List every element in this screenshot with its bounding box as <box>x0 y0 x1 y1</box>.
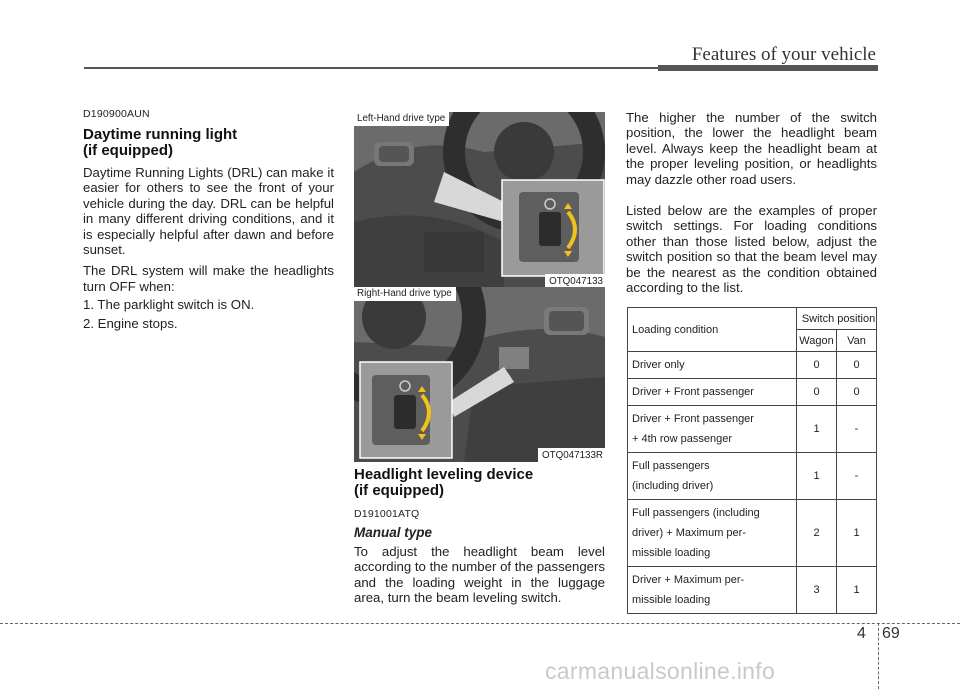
table-cell-wagon: 1 <box>797 406 837 453</box>
table-cell-line: Full passengers <box>632 460 710 472</box>
header-rule-accent <box>658 65 878 71</box>
table-row <box>628 406 877 453</box>
drl-heading-line1: Daytime running light <box>83 126 238 143</box>
table-header-switch-position: Switch position <box>797 308 877 330</box>
table-header-row <box>628 308 877 330</box>
leveling-section-code: D191001ATQ <box>354 508 420 520</box>
table-cell-van: 1 <box>837 500 877 567</box>
leveling-continued <box>626 110 877 295</box>
table-cell-line: Full passengers (including <box>632 507 760 519</box>
leveling-paragraph-3: Listed below are the examples of proper switch settings. For loading conditions other than those listed below, adjust the switch position so that the beam level may be the nearest as the condition obtained according to the list. <box>626 203 877 296</box>
footer-rule <box>0 623 960 624</box>
table-cell-van: 0 <box>837 379 877 406</box>
table-cell-van: - <box>837 406 877 453</box>
drl-list-item-1: 1. The parklight switch is ON. <box>83 297 255 313</box>
table-cell-line: missible loading <box>632 594 711 606</box>
table-header-van: Van <box>837 330 877 352</box>
table-cell-condition: Driver + Front passenger <box>628 379 797 406</box>
table-cell-line: missible loading <box>632 547 711 559</box>
table-row <box>628 500 877 567</box>
table-cell-condition <box>628 567 797 614</box>
table-row <box>628 567 877 614</box>
table-row <box>628 352 877 379</box>
lhd-image-label: Left-Hand drive type <box>354 112 449 126</box>
leveling-heading-line1: Headlight leveling device <box>354 466 534 483</box>
leveling-subheading: Manual type <box>354 525 433 540</box>
table-cell-van: 1 <box>837 567 877 614</box>
drl-heading-line2: (if equipped) <box>83 142 173 159</box>
table-cell-wagon: 2 <box>797 500 837 567</box>
table-cell-line: + 4th row passenger <box>632 433 732 445</box>
rhd-image-code: OTQ047133R <box>538 448 605 462</box>
table-row <box>628 453 877 500</box>
table-cell-condition <box>628 453 797 500</box>
table-cell-condition <box>628 406 797 453</box>
table-cell-line: Driver + Maximum per- <box>632 574 745 586</box>
table-cell-condition: Driver only <box>628 352 797 379</box>
drl-section <box>83 108 334 331</box>
table-cell-wagon: 0 <box>797 379 837 406</box>
table-header-condition: Loading condition <box>628 308 797 352</box>
lhd-image-code: OTQ047133 <box>545 274 605 288</box>
chapter-number: 4 <box>857 625 866 642</box>
lhd-switch-illustration <box>354 112 605 288</box>
table-cell-van: - <box>837 453 877 500</box>
table-header-wagon: Wagon <box>797 330 837 352</box>
leveling-paragraph-1: To adjust the headlight beam level according to the number of the passengers and the loading weight in the luggage area, turn the beam leveling switch. <box>354 544 605 606</box>
table-cell-line: driver) + Maximum per- <box>632 527 746 539</box>
table-cell-line: (including driver) <box>632 480 714 492</box>
leveling-section <box>354 467 605 606</box>
footer-divider <box>878 623 879 689</box>
table-cell-van: 0 <box>837 352 877 379</box>
table-cell-line: Driver + Front passenger <box>632 413 754 425</box>
switch-position-table <box>627 307 877 614</box>
drl-list-item-2: 2. Engine stops. <box>83 315 178 331</box>
table-cell-wagon: 0 <box>797 352 837 379</box>
rhd-switch-illustration <box>354 287 605 462</box>
leveling-heading <box>354 467 605 499</box>
page-header-title: Features of your vehicle <box>691 44 876 65</box>
watermark: carmanualsonline.info <box>545 658 776 684</box>
leveling-heading-line2: (if equipped) <box>354 482 444 499</box>
page-number: 69 <box>882 625 900 642</box>
drl-paragraph-2: The DRL system will make the headlights turn OFF when: <box>83 263 334 294</box>
table-cell-wagon: 1 <box>797 453 837 500</box>
drl-heading <box>83 127 334 159</box>
lhd-dashboard-drawing <box>354 112 605 288</box>
rhd-image-label: Right-Hand drive type <box>354 287 456 301</box>
table-row <box>628 379 877 406</box>
table-cell-wagon: 3 <box>797 567 837 614</box>
drl-section-code: D190900AUN <box>83 108 150 120</box>
leveling-paragraph-2: The higher the number of the switch position, the lower the headlight beam level. Always keep the headlight beam at the proper leveling position, or headlights may dazzle other road users. <box>626 110 877 187</box>
table-cell-condition <box>628 500 797 567</box>
rhd-dashboard-drawing <box>354 287 605 462</box>
drl-paragraph-1: Daytime Running Lights (DRL) can make it easier for others to see the front of your vehicle during the day. DRL can be helpful in many different driving conditions, and it is especially helpful after dawn and before sunset. <box>83 165 334 258</box>
